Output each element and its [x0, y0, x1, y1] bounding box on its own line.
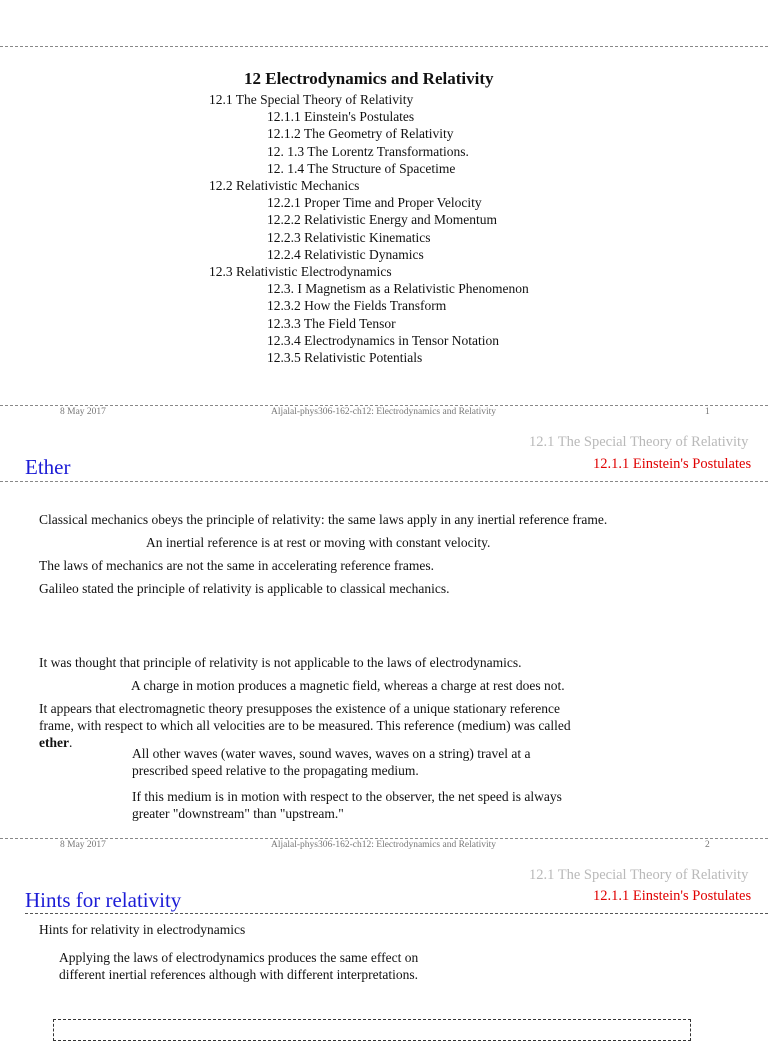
- slide-title: Hints for relativity: [25, 888, 182, 912]
- slide-title: Ether: [25, 455, 71, 479]
- toc-subsection: 12.2.4 Relativistic Dynamics: [267, 246, 424, 262]
- footer-page-number: 2: [705, 840, 710, 850]
- toc-subsection: 12.2.3 Relativistic Kinematics: [267, 229, 431, 245]
- footer-divider: [0, 838, 768, 839]
- body-text-line: A charge in motion produces a magnetic field, whereas a charge at rest does not.: [131, 678, 565, 693]
- toc-subsection: 12.3.2 How the Fields Transform: [267, 298, 447, 314]
- body-text-line: greater "downstream" than "upstream.": [132, 806, 344, 821]
- toc-subsection: 12.1.2 The Geometry of Relativity: [267, 126, 454, 142]
- slide-title-divider: [0, 481, 768, 482]
- body-text-line: prescribed speed relative to the propagating medium.: [132, 763, 419, 778]
- subsection-heading: 12.1.1 Einstein's Postulates: [593, 888, 752, 904]
- period: .: [68, 735, 73, 750]
- footer-divider: [0, 405, 768, 406]
- toc-subsection: 12.3.5 Relativistic Potentials: [267, 350, 423, 365]
- toc-subsection: 12. 1.4 The Structure of Spacetime: [267, 160, 456, 176]
- toc-subsection: 12.2.2 Relativistic Energy and Momentum: [267, 212, 497, 228]
- subsection-heading: 12.1.1 Einstein's Postulates: [593, 456, 752, 472]
- toc-subsection: 12.1.1 Einstein's Postulates: [267, 109, 415, 125]
- body-text-line: It appears that electromagnetic theory presupposes the existence of a unique stationary reference: [39, 701, 561, 716]
- toc-section: 12.1 The Special Theory of Relativity: [209, 92, 414, 107]
- body-text-line: Hints for relativity in electrodynamics: [39, 922, 246, 937]
- slide-top-divider: [0, 46, 768, 47]
- footer-course-title: Aljalal-phys306-162-ch12: Electrodynamics and Relativity: [271, 407, 497, 417]
- body-text-line: frame, with respect to which all velocities are to be measured. This reference (medium) was called: [39, 718, 571, 733]
- toc-section: 12.3 Relativistic Electrodynamics: [209, 264, 392, 279]
- body-text-line: If this medium is in motion with respect to the observer, the net speed is always: [132, 789, 562, 804]
- toc-subsection: 12.3. I Magnetism as a Relativistic Phenomenon: [267, 281, 529, 297]
- footer-course-title: Aljalal-phys306-162-ch12: Electrodynamics and Relativity: [271, 840, 497, 850]
- content-box: [53, 1019, 691, 1041]
- body-text-line: different inertial references although with different interpretations.: [59, 967, 418, 982]
- footer-page-number: 1: [705, 407, 710, 417]
- toc-section: 12.2 Relativistic Mechanics: [209, 178, 360, 193]
- body-text-line: An inertial reference is at rest or moving with constant velocity.: [146, 535, 491, 550]
- toc-subsection: 12.3.3 The Field Tensor: [267, 315, 396, 331]
- body-text-line: It was thought that principle of relativity is not applicable to the laws of electrodynamics.: [39, 655, 522, 670]
- slide-title-underline: [25, 913, 768, 914]
- toc-subsection: 12.3.4 Electrodynamics in Tensor Notation: [267, 332, 500, 348]
- body-text-line: The laws of mechanics are not the same in accelerating reference frames.: [39, 558, 435, 573]
- toc-subsection: 12. 1.3 The Lorentz Transformations.: [267, 143, 469, 159]
- chapter-title: 12 Electrodynamics and Relativity: [244, 69, 494, 88]
- toc-subsection: 12.2.1 Proper Time and Proper Velocity: [267, 195, 482, 211]
- ether-term: ether: [39, 735, 69, 750]
- body-text-line: All other waves (water waves, sound waves, waves on a string) travel at a: [132, 746, 531, 761]
- section-heading: 12.1 The Special Theory of Relativity: [529, 867, 749, 883]
- body-text-line: Classical mechanics obeys the principle of relativity: the same laws apply in any inertial reference frame.: [39, 512, 608, 527]
- section-heading: 12.1 The Special Theory of Relativity: [529, 434, 749, 450]
- body-text-line: Galileo stated the principle of relativity is applicable to classical mechanics.: [39, 581, 450, 596]
- footer-date: 8 May 2017: [60, 407, 106, 417]
- footer-date: 8 May 2017: [60, 840, 106, 850]
- body-text-line: [39, 735, 72, 751]
- body-text-line: Applying the laws of electrodynamics produces the same effect on: [59, 950, 419, 965]
